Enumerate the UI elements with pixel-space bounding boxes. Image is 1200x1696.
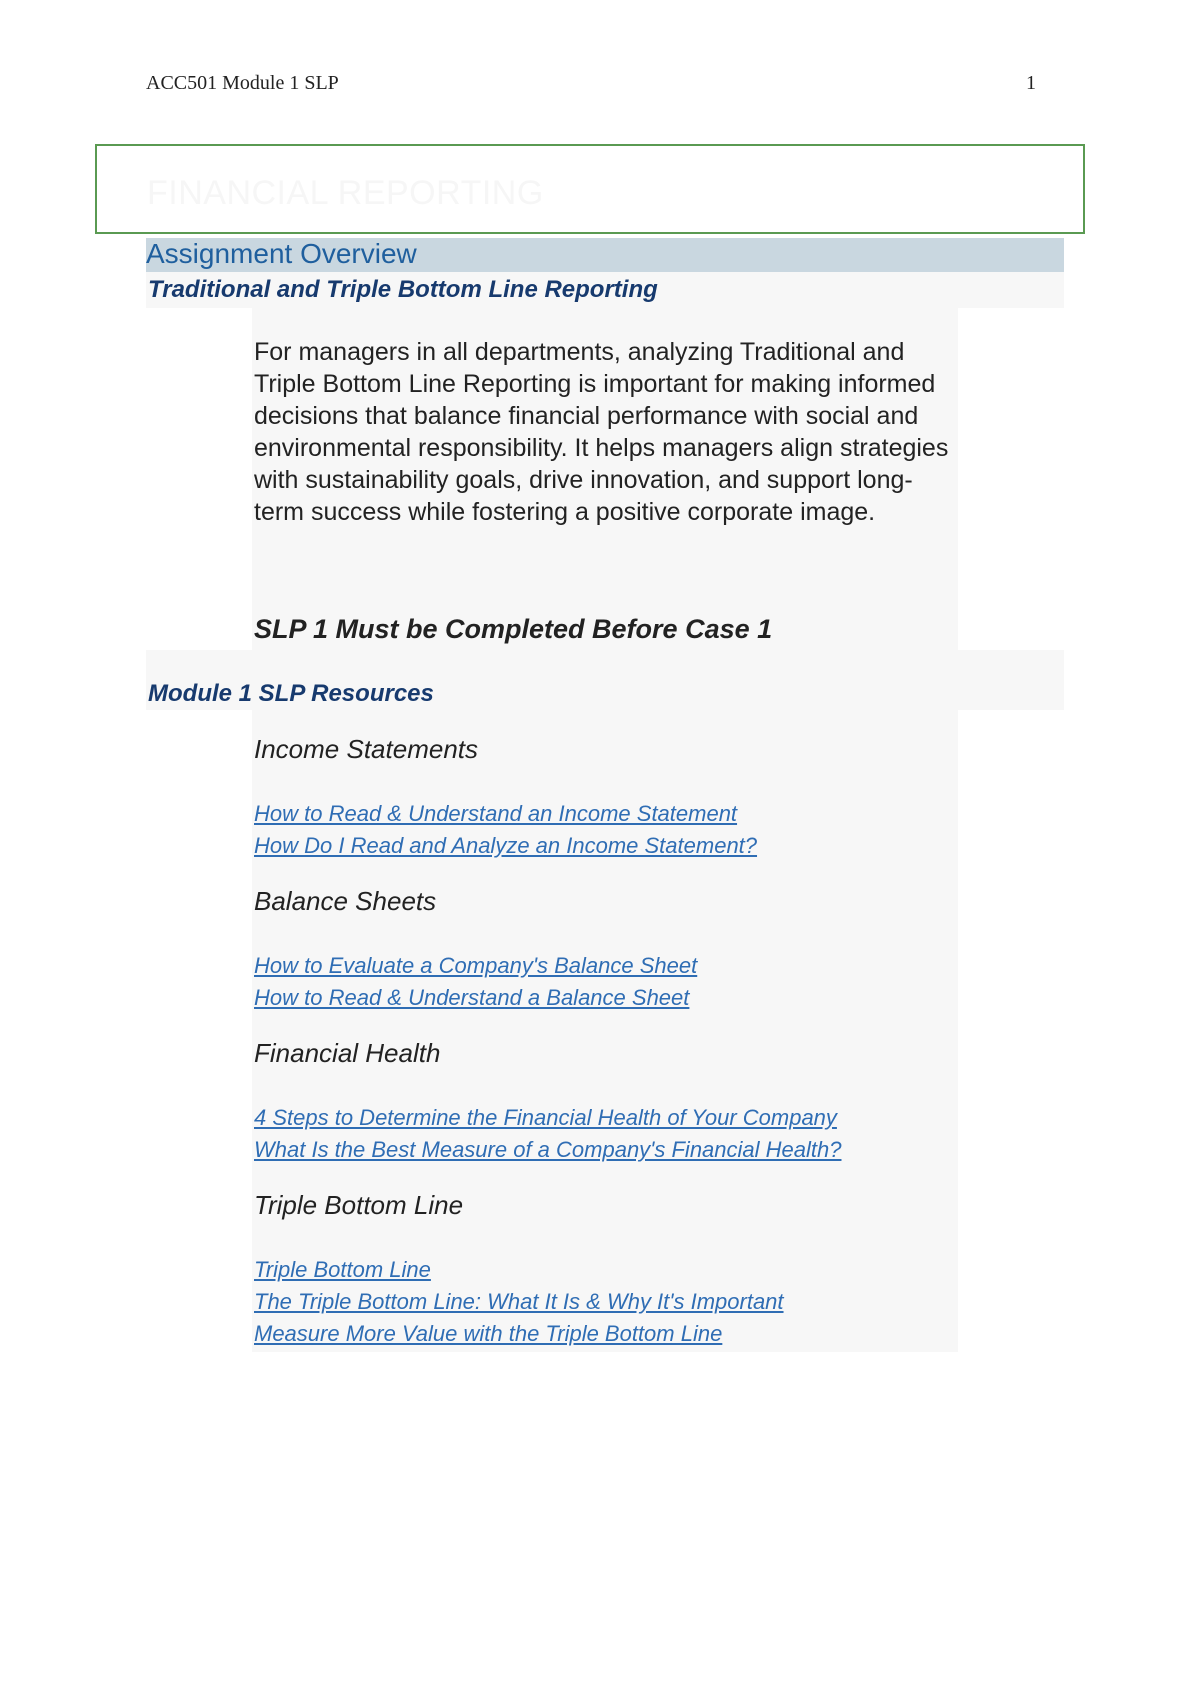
assignment-overview-bar xyxy=(146,238,1064,272)
resource-link-list xyxy=(254,950,697,1014)
page-number: 1 xyxy=(1026,72,1036,94)
resource-link[interactable]: 4 Steps to Determine the Financial Health of Your Company xyxy=(254,1105,837,1130)
section-band-resources xyxy=(146,650,1064,710)
resource-link[interactable]: How Do I Read and Analyze an Income Statement? xyxy=(254,833,758,858)
resource-link[interactable]: How to Read & Understand an Income Statement xyxy=(254,801,738,826)
resources-panel xyxy=(252,710,958,1352)
resource-group-title: Financial Health xyxy=(254,1038,441,1068)
intro-paragraph: For managers in all departments, analyzing Traditional and Triple Bottom Line Reporting is important for making informed decisions that balance financial performance with social and environmental responsibility. It helps managers align strategies with sustainability goals, drive innovation, and support long-term success while fostering a positive corporate image. xyxy=(254,338,949,526)
resource-group-title: Income Statements xyxy=(254,734,478,764)
document-title: FINANCIAL REPORTING xyxy=(147,174,544,212)
resource-link[interactable]: How to Evaluate a Company's Balance Sheet xyxy=(254,953,698,978)
resource-link-list xyxy=(254,1102,841,1166)
assignment-overview-heading: Assignment Overview xyxy=(146,238,417,269)
resource-link[interactable]: The Triple Bottom Line: What It Is & Why It's Important xyxy=(254,1289,784,1314)
must-complete-notice: SLP 1 Must be Completed Before Case 1 xyxy=(254,614,773,644)
resource-link[interactable]: Triple Bottom Line xyxy=(254,1257,431,1282)
resource-link[interactable]: What Is the Best Measure of a Company's Financial Health? xyxy=(254,1137,842,1162)
running-head: ACC501 Module 1 SLP xyxy=(146,72,339,94)
intro-panel xyxy=(252,308,958,650)
resource-group-title: Balance Sheets xyxy=(254,886,437,916)
resources-heading: Module 1 SLP Resources xyxy=(148,680,434,707)
resource-group-title: Triple Bottom Line xyxy=(254,1190,464,1220)
resource-link[interactable]: Measure More Value with the Triple Bottom Line xyxy=(254,1321,723,1346)
section-band-traditional xyxy=(146,272,1064,308)
resource-link-list xyxy=(254,1254,784,1350)
title-box xyxy=(95,144,1085,234)
resource-link-list xyxy=(254,798,757,862)
resource-link[interactable]: How to Read & Understand a Balance Sheet xyxy=(254,985,690,1010)
traditional-tbl-subheading: Traditional and Triple Bottom Line Reporting xyxy=(148,276,658,303)
page-header xyxy=(146,72,1036,102)
